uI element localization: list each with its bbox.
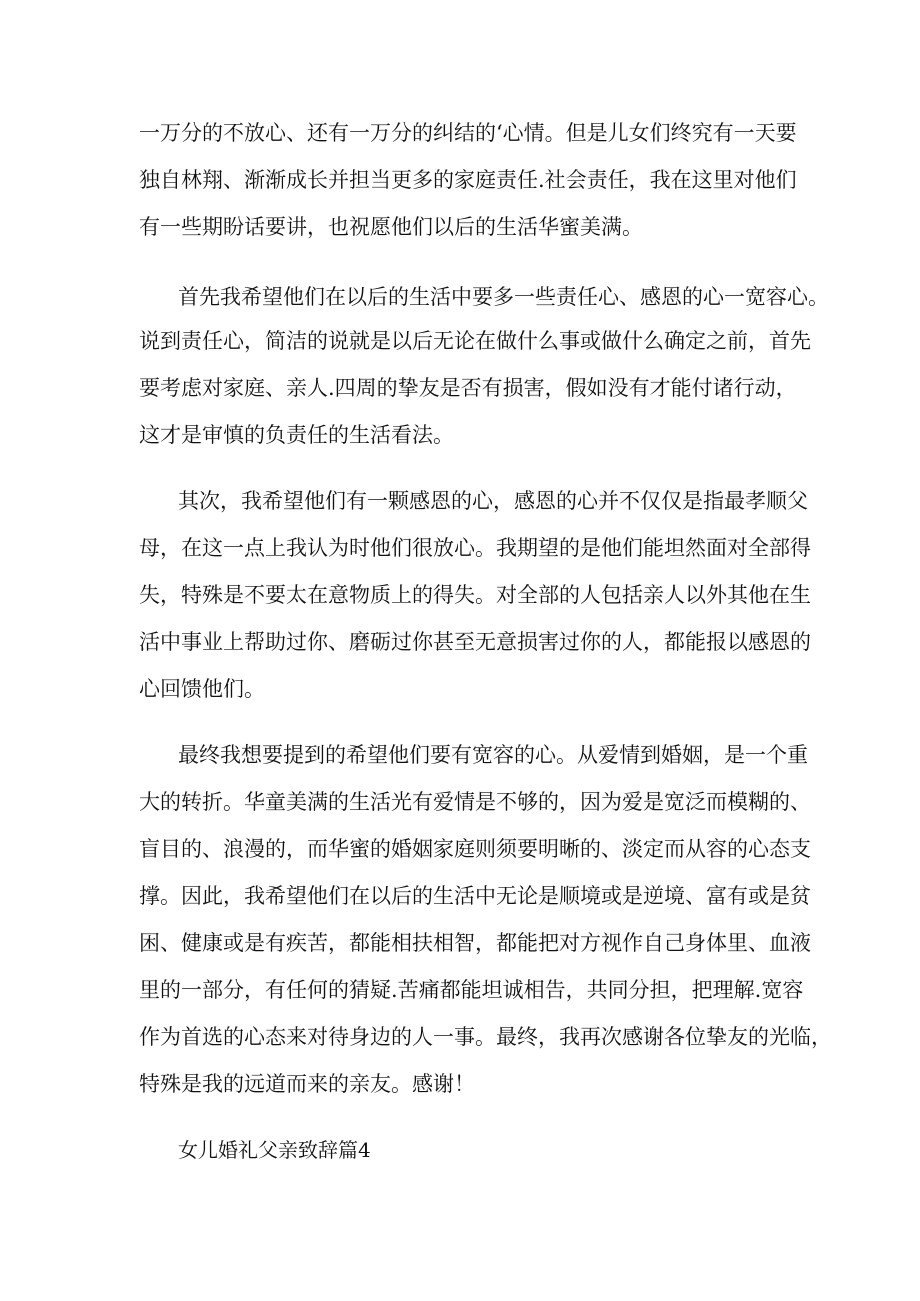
paragraph-line: 最终我想要提到的希望他们要有宽容的心。从爱情到婚姻，是一个重 (178, 743, 808, 767)
paragraph-line: 心回馈他们。 (139, 677, 265, 701)
paragraph-line: 其次，我希望他们有一颗感恩的心，感恩的心并不仅仅是指最孝顺父 (178, 489, 808, 513)
paragraph-line: 首先我希望他们在以后的生活中要多一些责任心、感恩的心一宽容心。 (178, 285, 829, 309)
paragraph-line: 作为首选的心态来对待身边的人一事。最终，我再次感谢各位挚友的光临， (139, 1025, 832, 1049)
paragraph-line: 说到责任心，简洁的说就是以后无论在做什么事或做什么确定之前，首先 (139, 329, 811, 353)
paragraph-line: 这才是审慎的负责任的生活看法。 (139, 423, 454, 447)
paragraph-line: 活中事业上帮助过你、磨砺过你甚至无意损害过你的人，都能报以感恩的 (139, 630, 811, 654)
paragraph-line: 有一些期盼话要讲，也祝愿他们以后的生活华蜜美满。 (139, 215, 643, 239)
paragraph-line: 失，特殊是不要太在意物质上的得失。对全部的人包括亲人以外其他在生 (139, 583, 811, 607)
paragraph-line: 大的转折。华童美满的生活光有爱情是不够的，因为爱是宽泛而模糊的、 (139, 790, 811, 814)
paragraph-line: 撑。因此，我希望他们在以后的生活中无论是顺境或是逆境、富有或是贫 (139, 884, 811, 908)
paragraph-line: 要考虑对家庭、亲人.四周的挚友是否有损害，假如没有才能付诸行动， (139, 376, 797, 400)
paragraph-line: 一万分的不放心、还有一万分的纠结的‘心情。但是儿女们终究有一天要 (139, 121, 797, 145)
paragraph-line: 里的一部分，有任何的猜疑.苦痛都能坦诚相告，共同分担，把理解.宽容 (139, 978, 804, 1002)
paragraph-line: 特殊是我的远道而来的亲友。感谢！ (139, 1072, 475, 1096)
paragraph-line: 盲目的、浪漫的，而华蜜的婚姻家庭则须要明晰的、淡定而从容的心态支 (139, 837, 811, 861)
paragraph-line: 母，在这一点上我认为时他们很放心。我期望的是他们能坦然面对全部得 (139, 536, 811, 560)
section-heading: 女儿婚礼父亲致辞篇4 (178, 1138, 371, 1162)
paragraph-line: 独自林翔、渐渐成长并担当更多的家庭责任.社会责任，我在这里对他们 (139, 168, 797, 192)
paragraph-line: 困、健康或是有疾苦，都能相扶相智，都能把对方视作自己身体里、血液 (139, 931, 811, 955)
